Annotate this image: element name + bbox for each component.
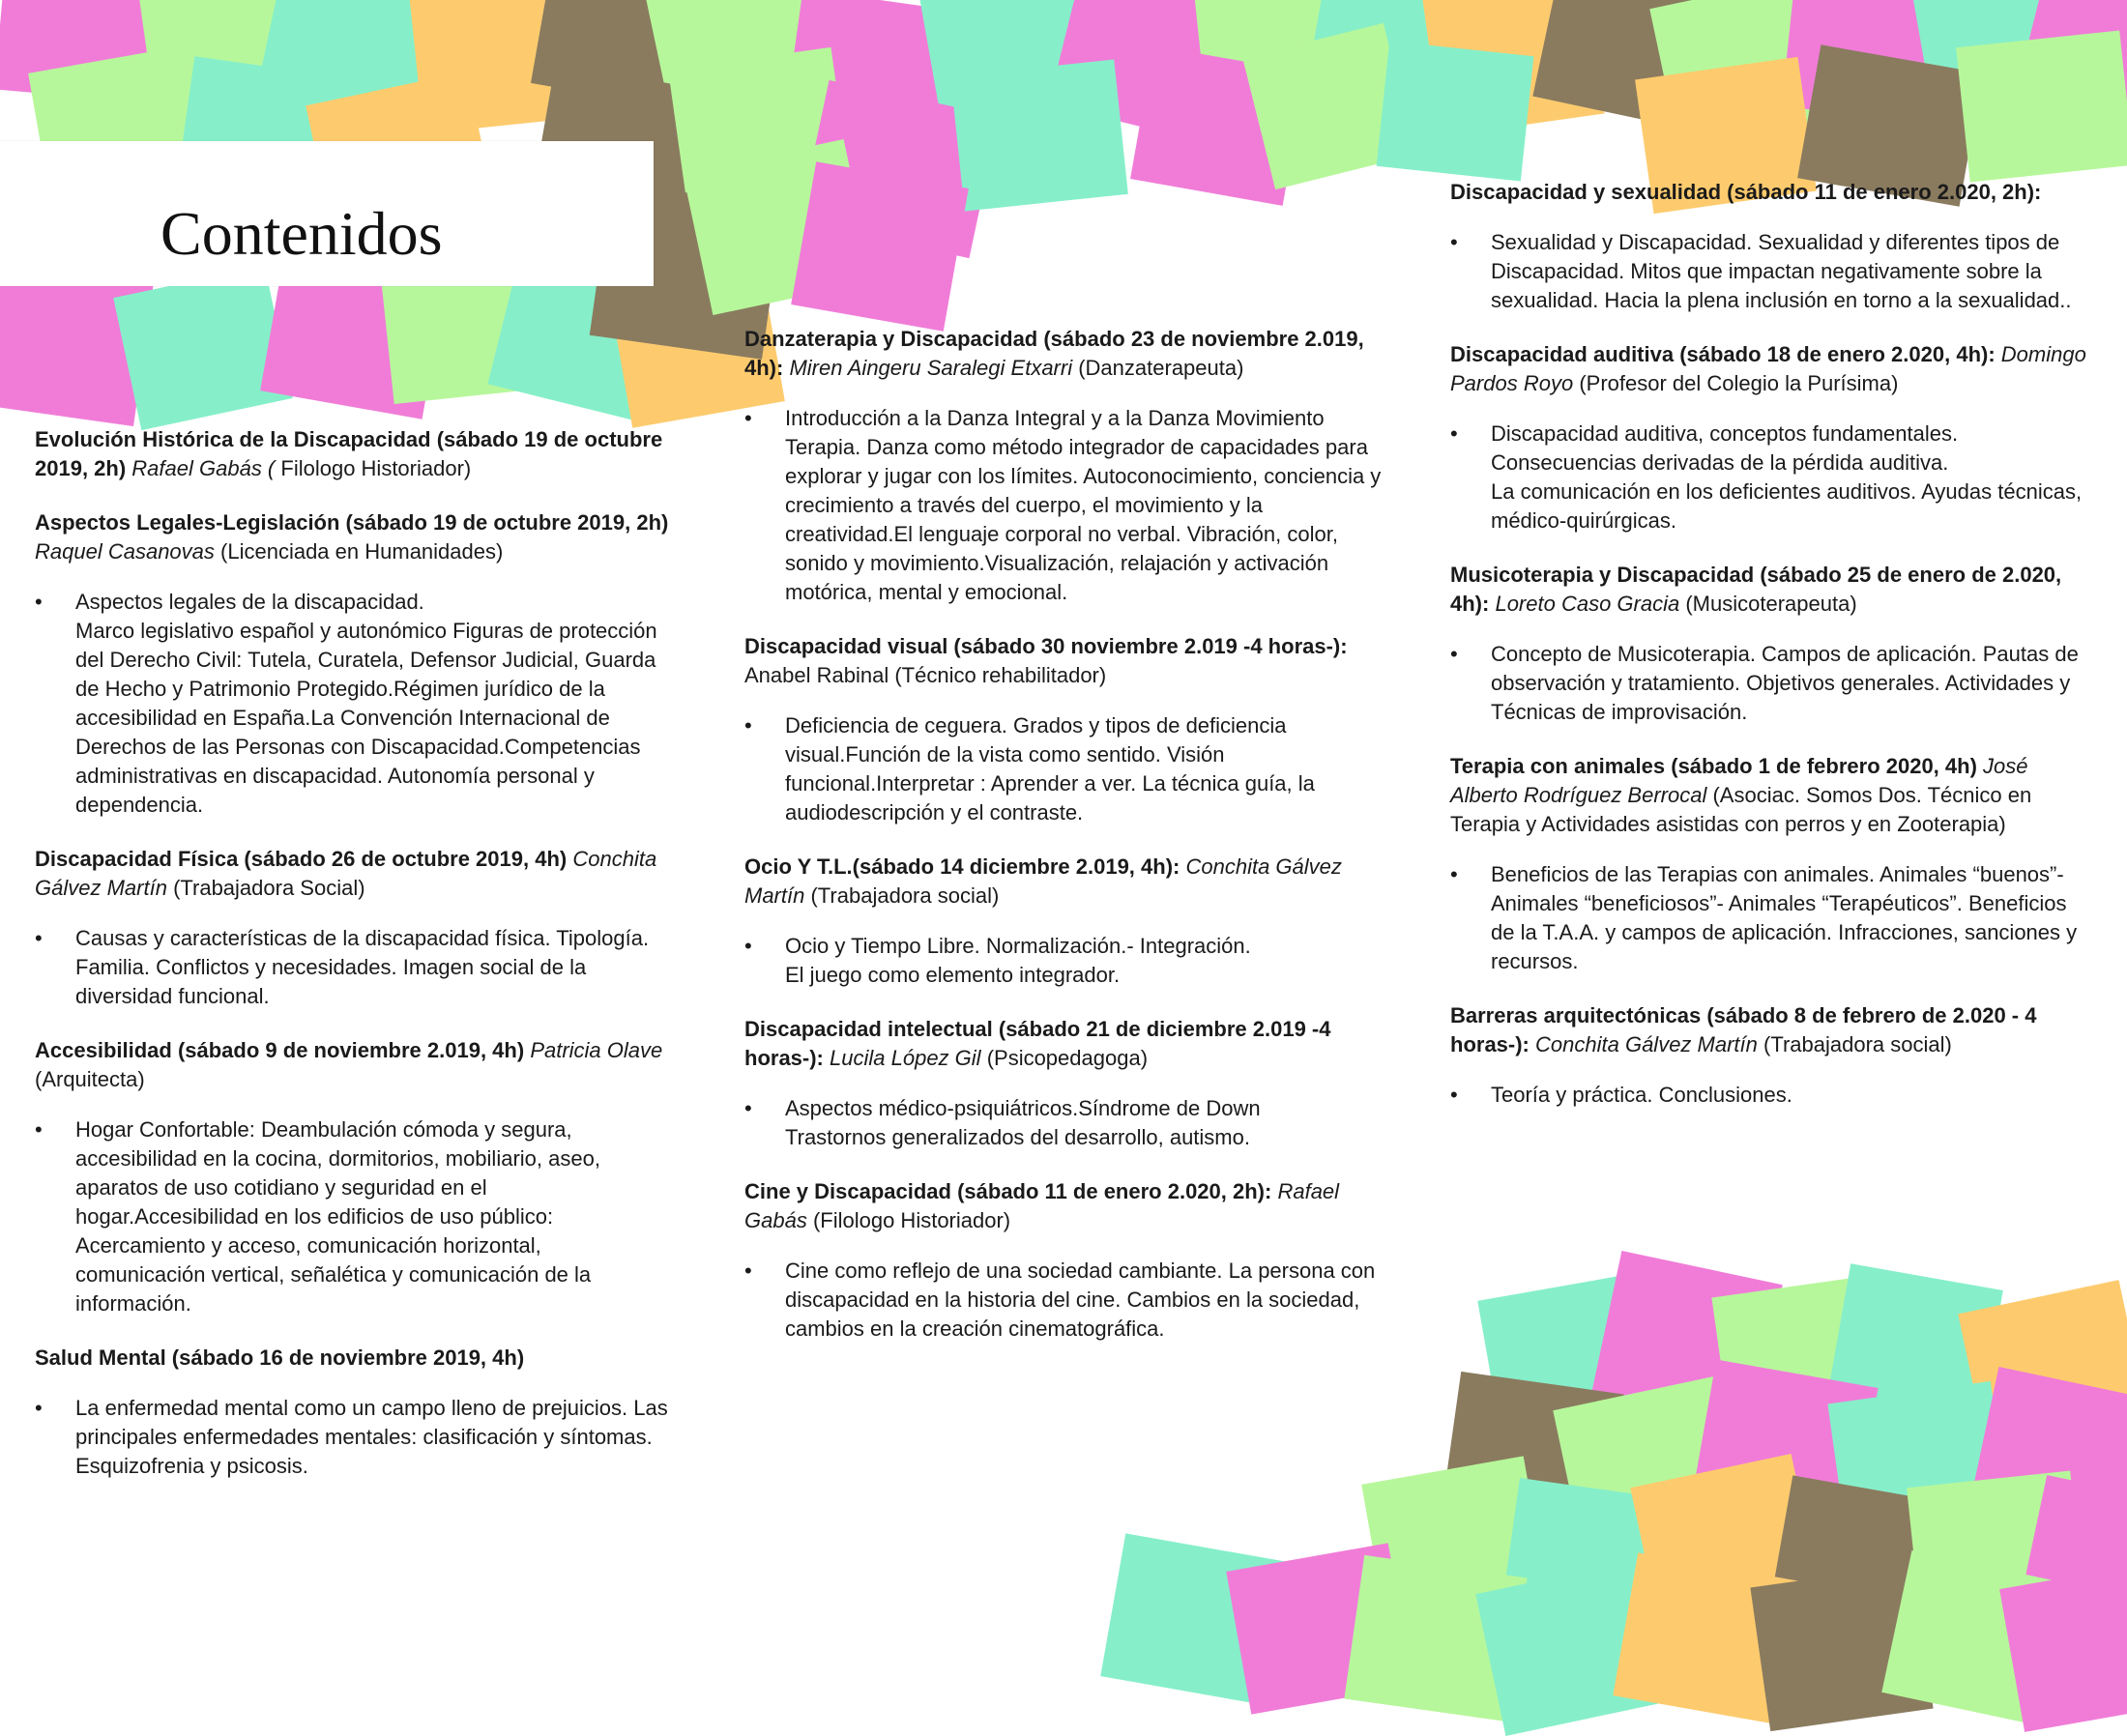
instructor-role: (Trabajadora social)	[1763, 1032, 1952, 1056]
section-title: Discapacidad auditiva (sábado 18 de enero 2.020, 4h):	[1450, 342, 1996, 366]
bullet-text: Concepto de Musicoterapia. Campos de aplicación. Pautas de observación y tratamiento. Objetivos generales. Actividades y Técnicas de improvisación.	[1491, 642, 2079, 724]
instructor-name: Patricia Olave	[530, 1038, 663, 1062]
bullet-text: Cine como reflejo de una sociedad cambiante. La persona con discapacidad en la historia del cine. Cambios en la sociedad, cambios en la creación cinematográfica.	[785, 1259, 1376, 1341]
section-heading	[35, 508, 673, 566]
bullet-item	[35, 1115, 673, 1318]
section-title: Salud Mental (sábado 16 de noviembre 2019, 4h)	[35, 1345, 525, 1370]
section-heading	[35, 425, 673, 483]
section-title: Discapacidad visual (sábado 30 noviembre 2.019 -4 horas-):	[744, 634, 1348, 658]
course-section	[35, 1344, 673, 1481]
bullet-item	[35, 588, 673, 820]
confetti-square	[1956, 30, 2127, 182]
section-title: Aspectos Legales-Legislación (sábado 19 de octubre 2019, 2h)	[35, 510, 669, 535]
course-section	[1450, 752, 2088, 976]
course-section	[744, 1015, 1383, 1152]
section-heading	[744, 632, 1383, 690]
bullet-icon: •	[1450, 230, 1458, 254]
bullet-item	[744, 932, 1383, 990]
bullet-item	[744, 1094, 1383, 1152]
column-right	[1450, 178, 2088, 1135]
bullet-item	[744, 711, 1383, 827]
course-section	[1450, 561, 2088, 727]
bullet-icon: •	[744, 406, 752, 430]
bullet-text: Teoría y práctica. Conclusiones.	[1491, 1083, 1792, 1107]
section-title: Barreras arquitectónicas (sábado 8 de febrero de 2.020 - 4 horas-):	[1450, 1003, 2037, 1056]
section-heading	[1450, 752, 2088, 839]
column-left	[35, 425, 673, 1506]
bullet-icon: •	[744, 1096, 752, 1120]
instructor-role: Filologo Historiador)	[280, 456, 472, 480]
instructor-name: Conchita Gálvez Martín	[1535, 1032, 1758, 1056]
course-section	[1450, 1001, 2088, 1110]
bullet-text: Discapacidad auditiva, conceptos fundamentales. Consecuencias derivadas de la pérdida auditiva. La comunicación en los deficientes auditivos. Ayudas técnicas, médico-quirúrgicas.	[1491, 421, 2083, 533]
bullet-icon: •	[35, 1396, 43, 1420]
instructor-role: (Musicoterapeuta)	[1685, 592, 1857, 616]
section-heading	[1450, 1001, 2088, 1059]
bullet-icon: •	[744, 713, 752, 738]
bullet-icon: •	[35, 590, 43, 614]
bullet-text: Introducción a la Danza Integral y a la Danza Movimiento Terapia. Danza como método integrador de capacidades para explorar y jugar con los límites. Autoconocimiento, conciencia y crecimiento a través del cuerpo, el movimiento y la creatividad.El lenguaje corporal no verbal. Vibración, color, sonido y movimiento.Visualización, relajación y activación motórica, mental y emocional.	[785, 406, 1382, 604]
section-heading	[744, 853, 1383, 911]
section-title: Discapacidad intelectual (sábado 21 de diciembre 2.019 -4 horas-):	[744, 1017, 1331, 1070]
section-title: Evolución Histórica de la Discapacidad (sábado 19 de octubre 2019, 2h)	[35, 427, 663, 480]
bullet-item	[1450, 420, 2088, 535]
instructor-role: (Danzaterapeuta)	[1078, 356, 1244, 380]
section-title: Discapacidad y sexualidad (sábado 11 de enero 2.020, 2h):	[1450, 180, 2042, 204]
title-box	[0, 141, 654, 286]
column-middle	[744, 325, 1383, 1369]
confetti-square	[950, 59, 1128, 211]
course-section	[35, 508, 673, 820]
instructor-role: (Profesor del Colegio la Purísima)	[1579, 371, 1899, 395]
bullet-text: Aspectos legales de la discapacidad. Marco legislativo español y autonómico Figuras de protección del Derecho Civil: Tutela, Curatela, Defensor Judicial, Guarda de Hecho y Patrimonio Protegido.Régimen jurídico de la accesibilidad en España.La Convención Internacional de Derechos de las Personas con Discapacidad.Competencias administrativas en discapacidad. Autonomía personal y dependencia.	[75, 590, 657, 817]
instructor-name: Conchita Gálvez Martín	[744, 854, 1342, 908]
instructor-role: Anabel Rabinal (Técnico rehabilitador)	[744, 663, 1107, 687]
course-section	[744, 632, 1383, 827]
section-heading	[744, 325, 1383, 383]
bullet-text: Beneficios de las Terapias con animales. Animales “buenos”- Animales “beneficiosos”- Animales “Terapéuticos”. Beneficios de la T.A.A. y campos de aplicación. Infracciones, sanciones y recursos.	[1491, 862, 2078, 973]
instructor-name: Miren Aingeru Saralegi Etxarri	[789, 356, 1073, 380]
bullet-icon: •	[35, 926, 43, 950]
section-title: Accesibilidad (sábado 9 de noviembre 2.019, 4h)	[35, 1038, 525, 1062]
instructor-name: Lucila López Gil	[830, 1046, 981, 1070]
page-title: Contenidos	[160, 199, 443, 268]
instructor-role: (Asociac. Somos Dos. Técnico en Terapia y Actividades asistidas con perros y en Zooterapia)	[1450, 783, 2032, 836]
section-heading	[35, 1036, 673, 1094]
bullet-icon: •	[744, 934, 752, 958]
instructor-name: José Alberto Rodríguez Berrocal	[1450, 754, 2028, 807]
bullet-text: Aspectos médico-psiquiátricos.Síndrome de Down Trastornos generalizados del desarrollo, autismo.	[785, 1096, 1261, 1149]
instructor-name: Domingo Pardos Royo	[1450, 342, 2086, 395]
bullet-text: Hogar Confortable: Deambulación cómoda y segura, accesibilidad en la cocina, dormitorios, mobiliario, aseo, aparatos de uso cotidiano y seguridad en el hogar.Accesibilidad en los edificios de uso público: Acercamiento y acceso, comunicación horizontal, comunicación vertical, señalética y comunicación de la información.	[75, 1117, 600, 1316]
confetti-square	[791, 161, 969, 332]
course-section	[744, 1177, 1383, 1344]
course-section	[35, 425, 673, 483]
bullet-item	[35, 924, 673, 1011]
bullet-text: Deficiencia de ceguera. Grados y tipos de deficiencia visual.Función de la vista como sentido. Visión funcional.Interpretar : Aprender a ver. La técnica guía, la audiodescripción y el contraste.	[785, 713, 1315, 825]
section-heading	[35, 1344, 673, 1373]
instructor-name: Conchita Gálvez Martín	[35, 847, 657, 900]
instructor-role: (Filologo Historiador)	[812, 1208, 1011, 1232]
section-heading	[35, 845, 673, 903]
bullet-item	[744, 1257, 1383, 1344]
section-title: Cine y Discapacidad (sábado 11 de enero 2.020, 2h):	[744, 1179, 1272, 1203]
bullet-text: La enfermedad mental como un campo lleno de prejuicios. Las principales enfermedades mentales: clasificación y síntomas. Esquizofrenia y psicosis.	[75, 1396, 668, 1478]
bullet-item	[1450, 1081, 2088, 1110]
section-heading	[1450, 561, 2088, 619]
course-section	[744, 853, 1383, 990]
instructor-role: (Psicopedagoga)	[986, 1046, 1149, 1070]
section-title: Danzaterapia y Discapacidad (sábado 23 de noviembre 2.019, 4h):	[744, 327, 1364, 380]
instructor-role: (Licenciada en Humanidades)	[220, 539, 504, 564]
instructor-role: (Trabajadora Social)	[173, 876, 365, 900]
section-heading	[1450, 340, 2088, 398]
course-section	[1450, 340, 2088, 535]
instructor-role: (Trabajadora social)	[810, 883, 1000, 908]
course-section	[35, 845, 673, 1011]
course-section	[35, 1036, 673, 1318]
section-heading	[1450, 178, 2088, 207]
bullet-icon: •	[1450, 642, 1458, 666]
section-heading	[744, 1177, 1383, 1235]
section-title: Musicoterapia y Discapacidad (sábado 25 de enero de 2.020, 4h):	[1450, 563, 2062, 616]
section-title: Terapia con animales (sábado 1 de febrero 2020, 4h)	[1450, 754, 1977, 778]
course-section	[744, 325, 1383, 607]
bullet-icon: •	[744, 1259, 752, 1283]
instructor-name: Rafael Gabás	[744, 1179, 1340, 1232]
bullet-text: Causas y características de la discapacidad física. Tipología. Familia. Conflictos y necesidades. Imagen social de la diversidad funcional.	[75, 926, 650, 1008]
bullet-item	[744, 404, 1383, 607]
instructor-name: Loreto Caso Gracia	[1495, 592, 1680, 616]
bullet-text: Ocio y Tiempo Libre. Normalización.- Integración. El juego como elemento integrador.	[785, 934, 1251, 987]
bullet-icon: •	[35, 1117, 43, 1142]
bullet-item	[1450, 640, 2088, 727]
instructor-role: (Arquitecta)	[35, 1067, 145, 1091]
instructor-name: Raquel Casanovas	[35, 539, 215, 564]
bullet-icon: •	[1450, 862, 1458, 886]
bullet-text: Sexualidad y Discapacidad. Sexualidad y diferentes tipos de Discapacidad. Mitos que impactan negativamente sobre la sexualidad. Hacia la plena inclusión en torno a la sexualidad..	[1491, 230, 2072, 312]
confetti-square	[1377, 42, 1534, 182]
bullet-item	[35, 1394, 673, 1481]
instructor-name: Rafael Gabás (	[131, 456, 276, 480]
section-heading	[744, 1015, 1383, 1073]
course-section	[1450, 178, 2088, 315]
bullet-icon: •	[1450, 1083, 1458, 1107]
section-title: Discapacidad Física (sábado 26 de octubre 2019, 4h)	[35, 847, 568, 871]
bullet-item	[1450, 860, 2088, 976]
section-title: Ocio Y T.L.(sábado 14 diciembre 2.019, 4h):	[744, 854, 1180, 879]
bullet-item	[1450, 228, 2088, 315]
bullet-icon: •	[1450, 421, 1458, 446]
